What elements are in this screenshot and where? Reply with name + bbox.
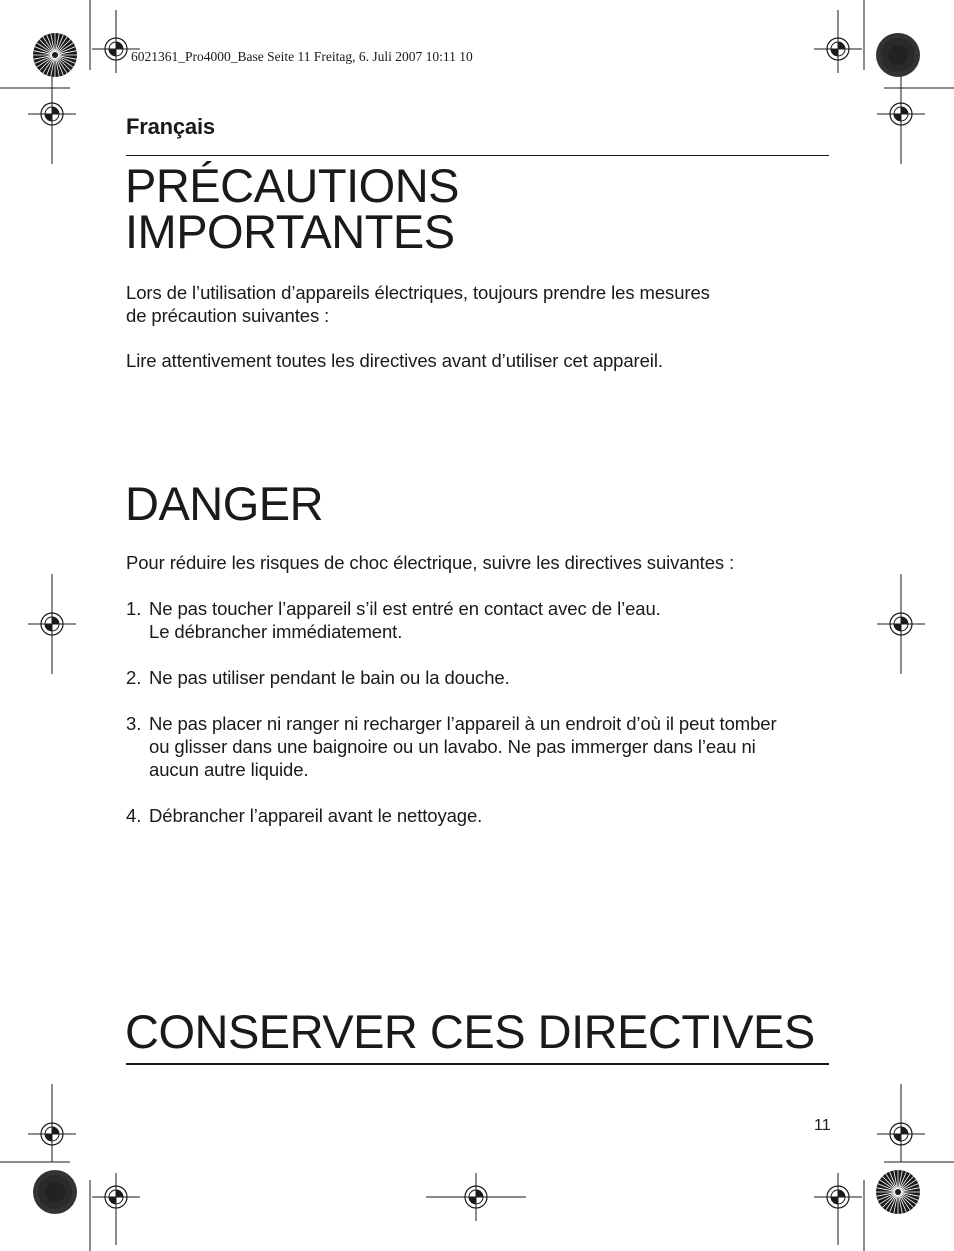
text-line: aucun autre liquide. [149, 759, 309, 780]
text-line: Le débrancher immédiatement. [149, 621, 403, 642]
text-line: Débrancher l’appareil avant le nettoyage. [149, 805, 483, 826]
slug-line: 6021361_Pro4000_Base Seite 11 Freitag, 6. Juli 2007 10:11 10 [131, 49, 473, 64]
text-line: Lors de l’utilisation d’appareils électriques, toujours prendre les mesures [126, 282, 710, 303]
list-item [126, 804, 836, 827]
list-number: 3. [126, 713, 142, 734]
list-item [126, 597, 836, 643]
read-instructions: Lire attentivement toutes les directives avant d’utiliser cet appareil. [126, 350, 663, 371]
precautions-intro [126, 281, 826, 327]
language-label: Français [126, 114, 215, 139]
section-title-precautions [125, 159, 459, 258]
footer-rule [126, 1063, 829, 1065]
header-rule [126, 155, 829, 156]
danger-intro: Pour réduire les risques de choc électrique, suivre les directives suivantes : [126, 552, 735, 573]
danger-list [126, 597, 836, 850]
list-number: 1. [126, 598, 142, 619]
text-line: ou glisser dans une baignoire ou un lavabo. Ne pas immerger dans l’eau ni [149, 736, 756, 757]
list-item [126, 712, 836, 781]
text-line: de précaution suivantes : [126, 305, 330, 326]
section-title-danger: DANGER [125, 477, 324, 530]
text-line: Ne pas placer ni ranger ni recharger l’appareil à un endroit d’où il peut tomber [149, 713, 777, 734]
page-number: 11 [814, 1117, 831, 1134]
list-number: 2. [126, 667, 142, 688]
title-line: PRÉCAUTIONS [125, 159, 459, 212]
section-title-conserver: CONSERVER CES DIRECTIVES [125, 1005, 815, 1058]
title-line: IMPORTANTES [125, 205, 455, 258]
list-number: 4. [126, 805, 142, 826]
list-item [126, 666, 836, 689]
text-line: Ne pas utiliser pendant le bain ou la douche. [149, 667, 510, 688]
text-line: Ne pas toucher l’appareil s’il est entré en contact avec de l’eau. [149, 598, 661, 619]
